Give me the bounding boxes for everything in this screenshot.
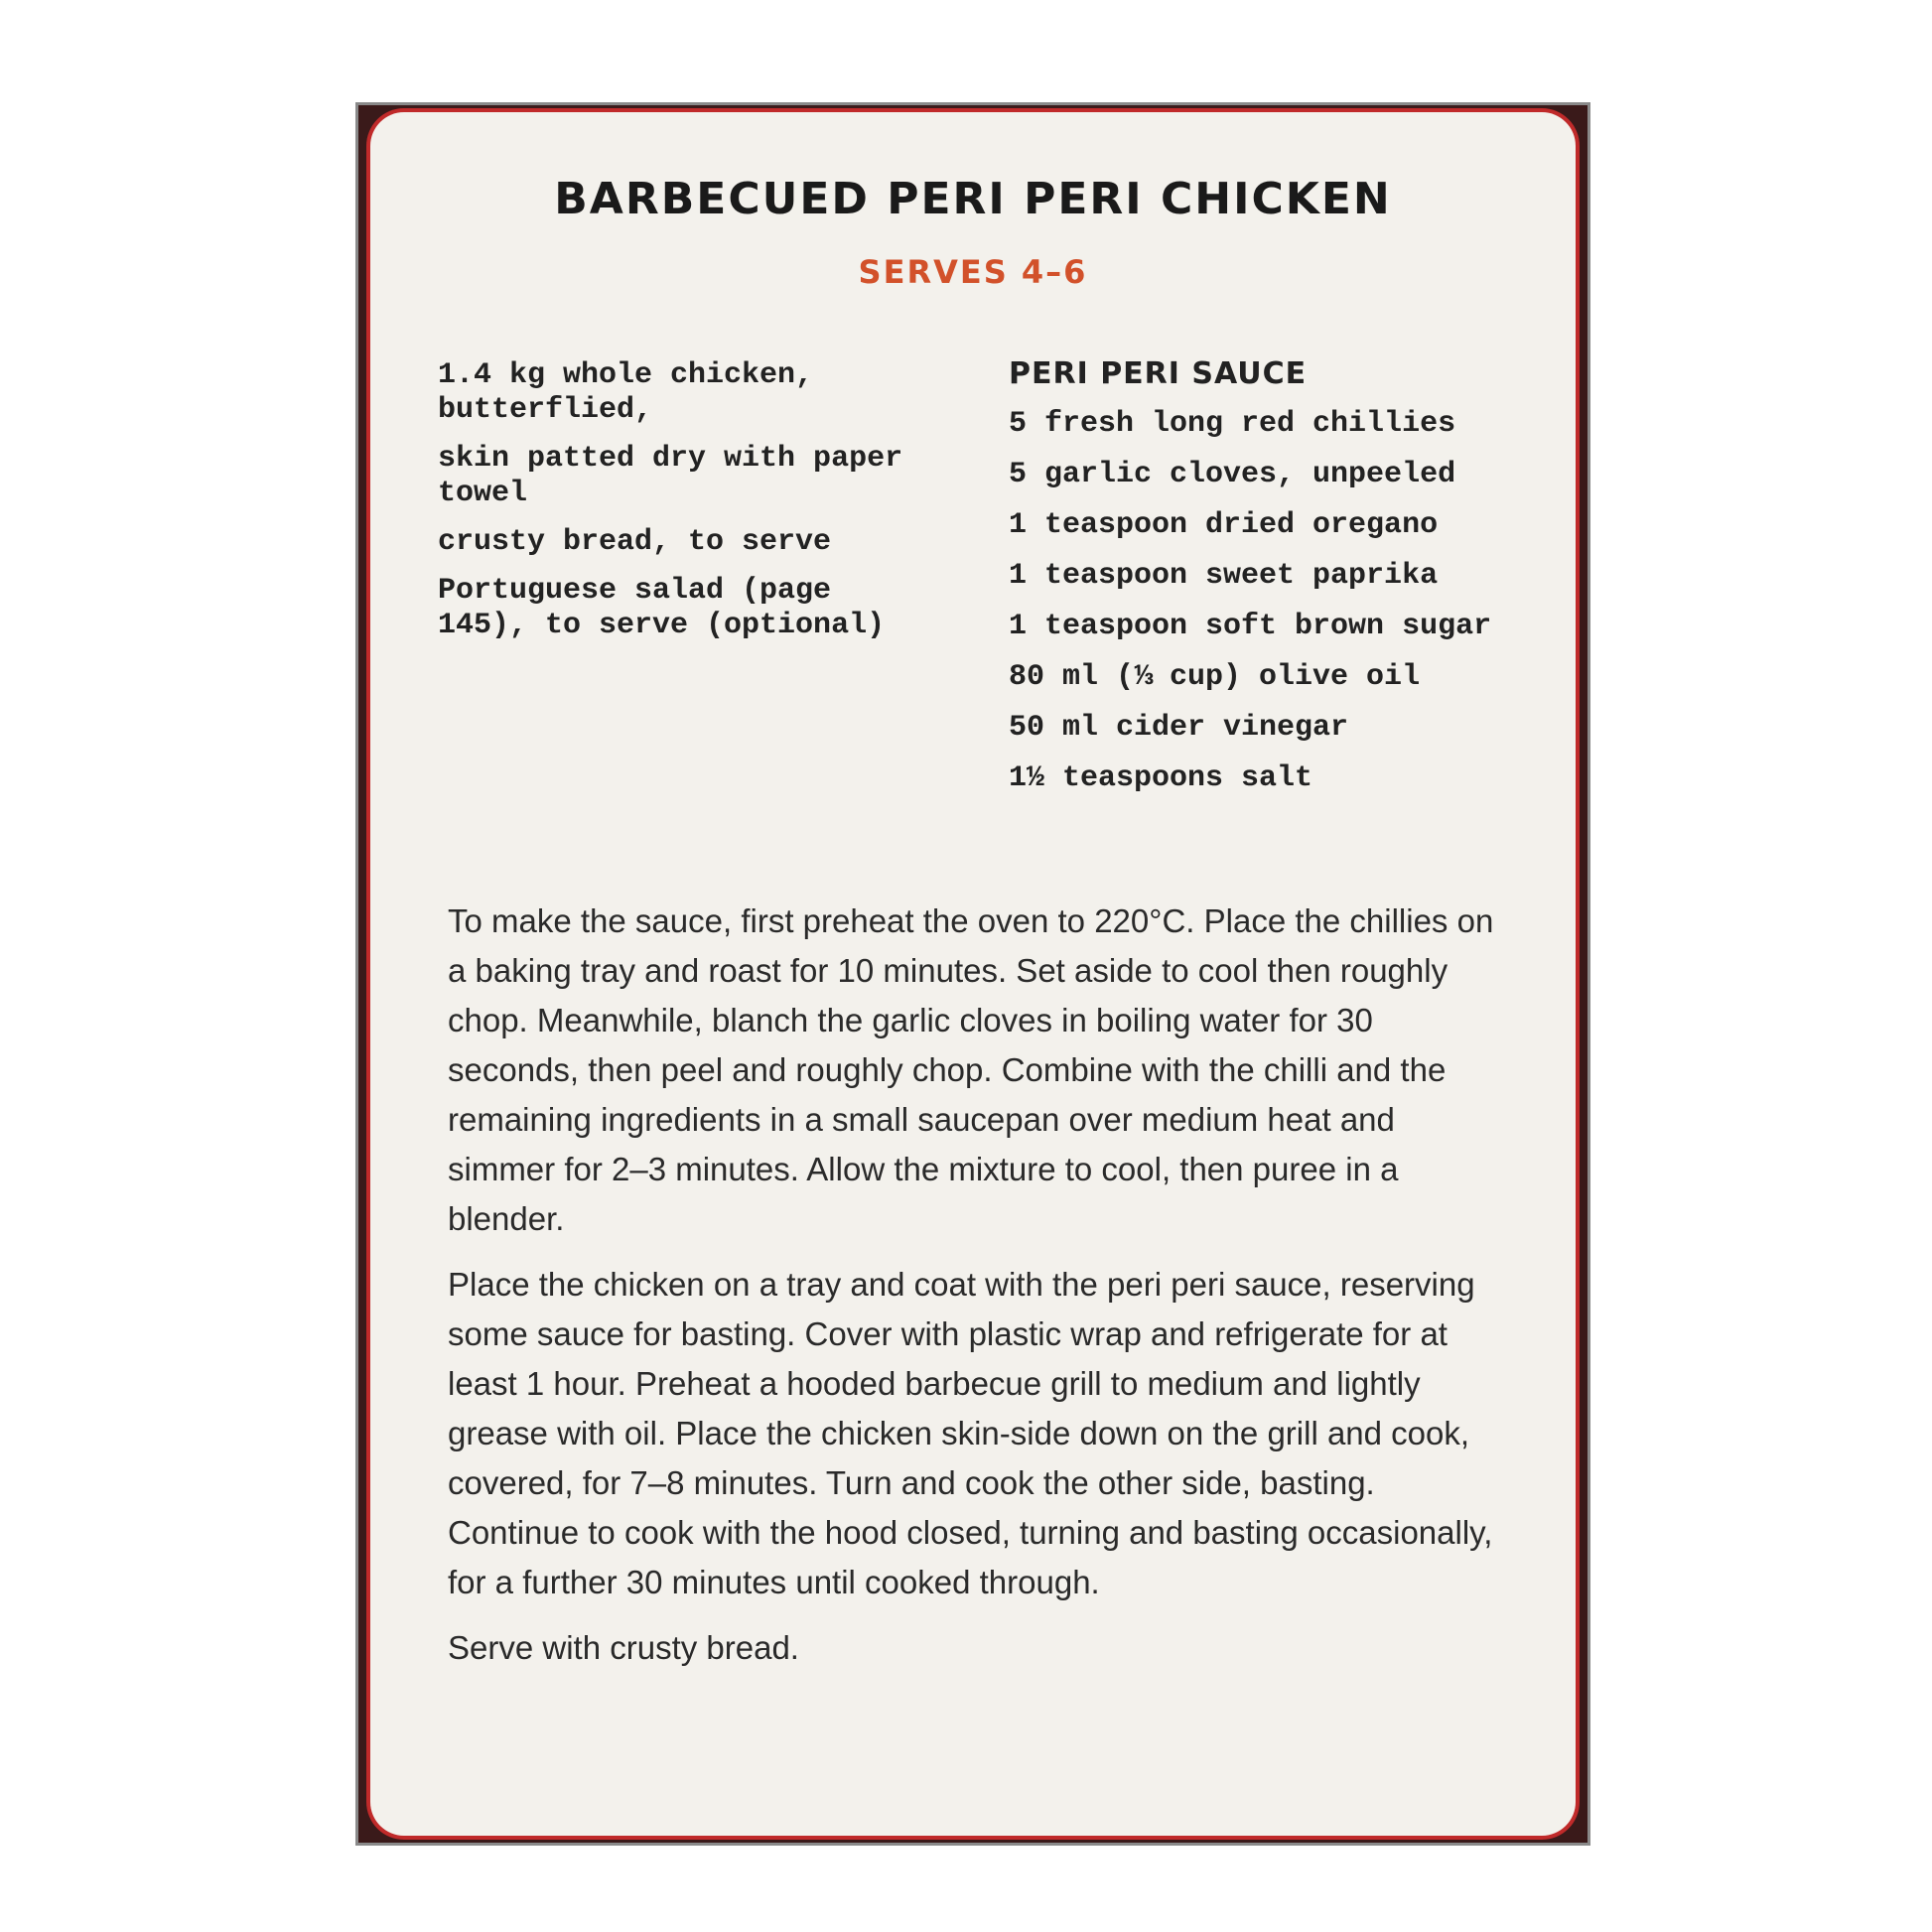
recipe-title: BARBECUED PERI PERI CHICKEN — [554, 174, 1392, 224]
ingredient-item: 1 teaspoon sweet paprika — [1009, 559, 1439, 593]
ingredient-item: 1 teaspoon soft brown sugar — [1009, 610, 1492, 643]
method-paragraph: To make the sauce, first preheat the oven to 220°C. Place the chillies on a baking tray and roast for 10 minutes. Set aside to cool then roughly chop. Meanwhile, blanch the garlic cloves in boiling water for 30 seconds, then peel and roughly chop. Combine with the chilli and the remaining ingredients in a small saucepan over medium heat and simmer for 2–3 minutes. Allow the mixture to cool, then puree in a blender. — [448, 902, 1494, 1237]
method-section — [448, 897, 1500, 1689]
serves-label: SERVES 4–6 — [858, 253, 1088, 291]
recipe-card — [370, 112, 1576, 1836]
ingredient-item: skin patted dry with paper towel — [438, 442, 903, 510]
sauce-ingredients-list — [1009, 356, 1525, 812]
ingredient-item: 1.4 kg whole chicken, butterflied, — [438, 358, 814, 427]
ingredient-item: 5 fresh long red chillies — [1009, 407, 1456, 441]
ingredient-item: 50 ml cider vinegar — [1009, 711, 1349, 745]
ingredient-item: crusty bread, to serve — [438, 525, 832, 559]
ingredient-item: 1½ teaspoons salt — [1009, 761, 1313, 795]
sauce-title: PERI PERI SAUCE — [1009, 356, 1308, 391]
ingredient-item: 80 ml (⅓ cup) olive oil — [1009, 660, 1421, 694]
ingredient-item: 1 teaspoon dried oregano — [1009, 508, 1439, 542]
ingredient-item: Portuguese salad (page 145), to serve (optional) — [438, 574, 886, 642]
main-ingredients-list — [438, 358, 914, 657]
method-paragraph: Place the chicken on a tray and coat with the peri peri sauce, reserving some sauce for basting. Cover with plastic wrap and refrigerate for at least 1 hour. Preheat a hooded barbecue grill to medium and lightly grease with oil. Place the chicken skin-side down on the grill and cook, covered, for 7–8 minutes. Turn and cook the other side, basting. Continue to cook with the hood closed, turning and basting occasionally, for a further 30 minutes until cooked through. — [448, 1266, 1493, 1600]
ingredient-item: 5 garlic cloves, unpeeled — [1009, 458, 1456, 491]
method-paragraph: Serve with crusty bread. — [448, 1629, 799, 1666]
recipe-card-frame — [355, 102, 1590, 1846]
